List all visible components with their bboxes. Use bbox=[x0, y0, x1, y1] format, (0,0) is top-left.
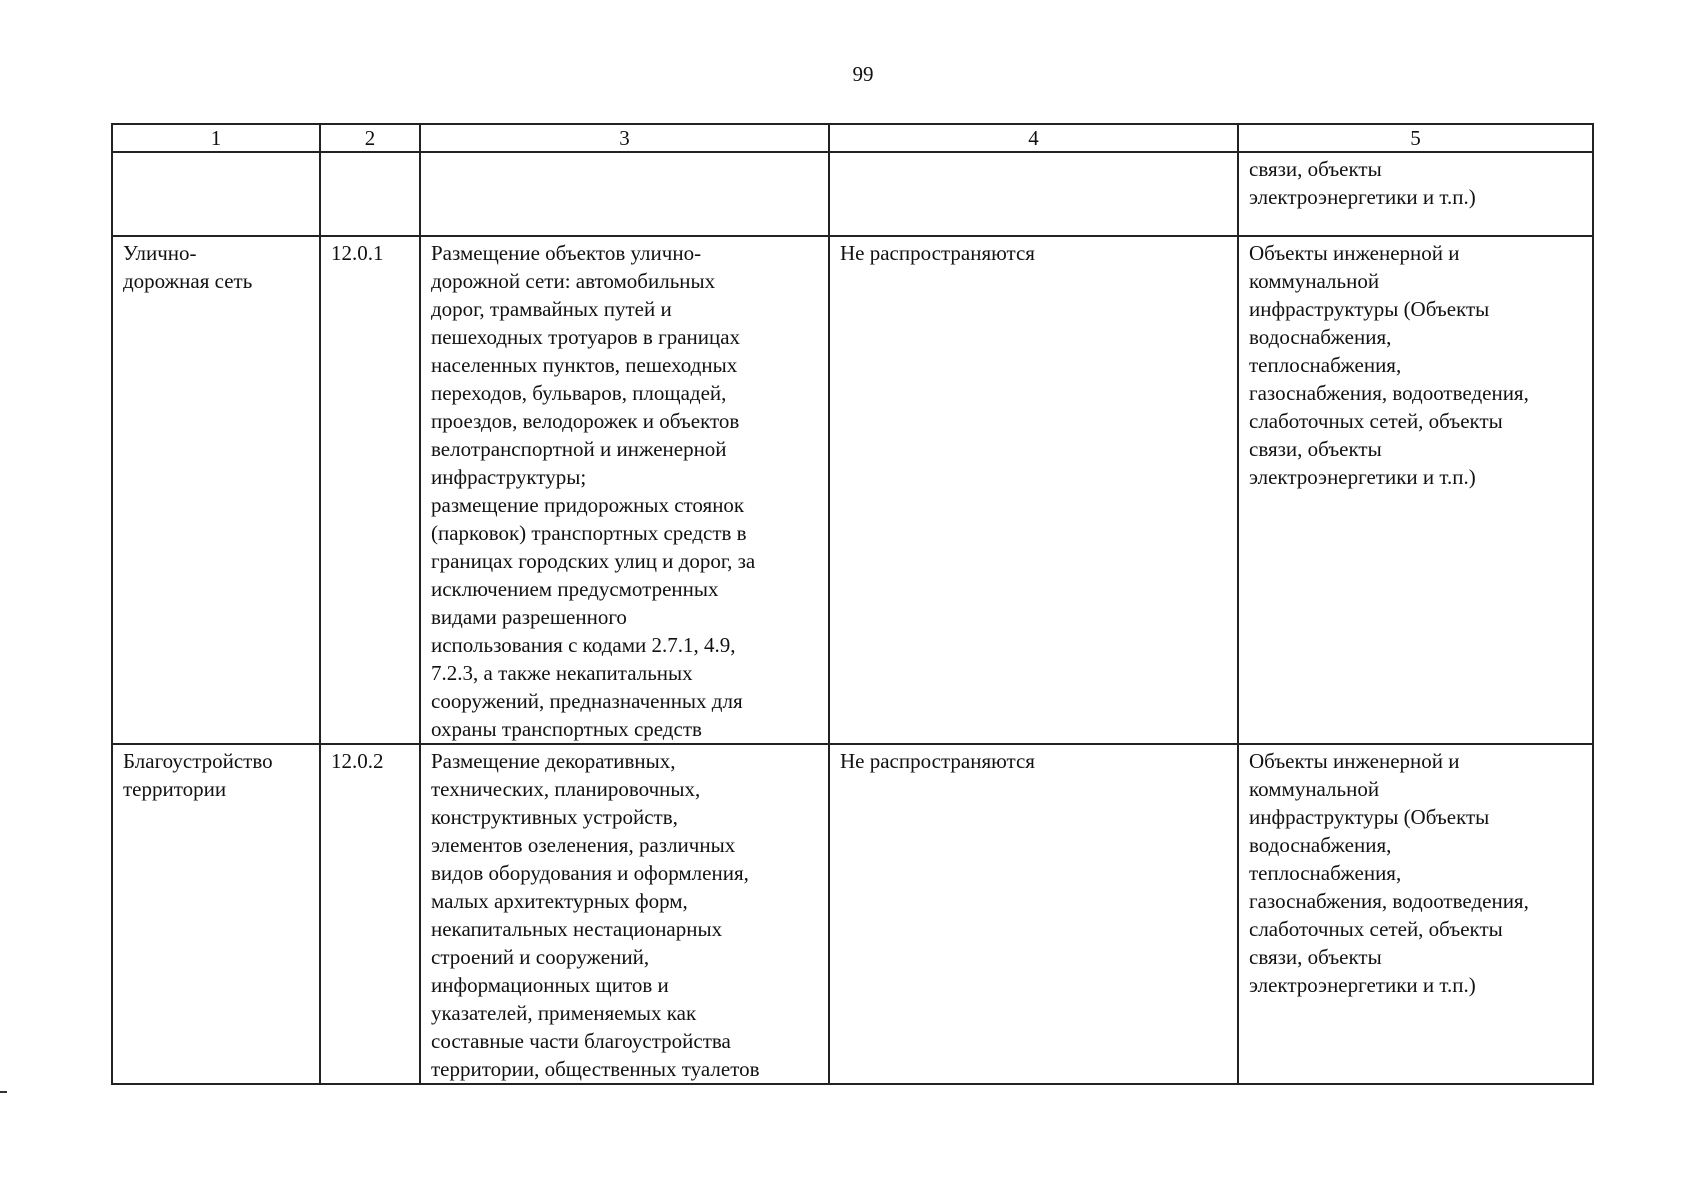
table-row bbox=[112, 152, 1593, 236]
cell-text-line: указателей, применяемых как bbox=[431, 1001, 697, 1025]
cell-infrastructure bbox=[1238, 152, 1593, 236]
cell-text-line: инфраструктуры (Объекты bbox=[1249, 297, 1490, 321]
cell-text-line: Благоустройство bbox=[123, 749, 273, 773]
cell-text-line: 12.0.2 bbox=[331, 749, 384, 773]
cell-text-line: составные части благоустройства bbox=[431, 1029, 731, 1053]
cell-text-line: слаботочных сетей, объекты bbox=[1249, 917, 1503, 941]
header-col-3: 3 bbox=[420, 124, 829, 152]
cell-text-line: использования с кодами 2.7.1, 4.9, bbox=[431, 633, 736, 657]
cell-text-line: (парковок) транспортных средств в bbox=[431, 521, 747, 545]
cell-text-line: исключением предусмотренных bbox=[431, 577, 719, 601]
cell-text-line: проездов, велодорожек и объектов bbox=[431, 409, 740, 433]
cell-text-line: газоснабжения, водоотведения, bbox=[1249, 889, 1529, 913]
cell-text-line: Объекты инженерной и bbox=[1249, 241, 1460, 265]
cell-restrictions bbox=[829, 152, 1238, 236]
zoning-table bbox=[111, 123, 1594, 1085]
cell-text-line: населенных пунктов, пешеходных bbox=[431, 353, 738, 377]
cell-text-line: информационных щитов и bbox=[431, 973, 669, 997]
cell-text-line: некапитальных нестационарных bbox=[431, 917, 723, 941]
cell-text-line: связи, объекты bbox=[1249, 157, 1382, 181]
cell-text-line: инфраструктуры; bbox=[431, 465, 587, 489]
cell-text-line: территории bbox=[123, 777, 227, 801]
cell-infrastructure bbox=[1238, 236, 1593, 744]
header-col-5: 5 bbox=[1238, 124, 1593, 152]
cell-code bbox=[320, 744, 420, 1084]
cell-text-line: размещение придорожных стоянок bbox=[431, 493, 745, 517]
cell-text-line: видов оборудования и оформления, bbox=[431, 861, 749, 885]
cell-text-line: велотранспортной и инженерной bbox=[431, 437, 727, 461]
cell-infrastructure bbox=[1238, 744, 1593, 1084]
table-row bbox=[112, 744, 1593, 1084]
cell-text-line: 7.2.3, а также некапитальных bbox=[431, 661, 693, 685]
table-row bbox=[112, 236, 1593, 744]
cell-type-name bbox=[112, 744, 320, 1084]
cell-text-line: теплоснабжения, bbox=[1249, 353, 1402, 377]
cell-text-line: коммунальной bbox=[1249, 777, 1380, 801]
cell-text-line: пешеходных тротуаров в границах bbox=[431, 325, 741, 349]
cell-text-line: водоснабжения, bbox=[1249, 325, 1392, 349]
cell-text-line: переходов, бульваров, площадей, bbox=[431, 381, 727, 405]
table-header-row bbox=[112, 124, 1593, 152]
cell-text-line: Не распространяются bbox=[840, 749, 1035, 773]
cell-text-line: элементов озеленения, различных bbox=[431, 833, 736, 857]
cell-text-line: электроэнергетики и т.п.) bbox=[1249, 465, 1476, 489]
cell-text-line: коммунальной bbox=[1249, 269, 1380, 293]
cell-text-line: территории, общественных туалетов bbox=[431, 1057, 760, 1081]
cell-text-line: дорожная сеть bbox=[123, 269, 253, 293]
header-col-1: 1 bbox=[112, 124, 320, 152]
cell-restrictions bbox=[829, 236, 1238, 744]
cell-text-line: слаботочных сетей, объекты bbox=[1249, 409, 1503, 433]
cell-text-line: видами разрешенного bbox=[431, 605, 627, 629]
cell-text-line: Размещение декоративных, bbox=[431, 749, 676, 773]
cell-text-line: Не распространяются bbox=[840, 241, 1035, 265]
cell-text-line: малых архитектурных форм, bbox=[431, 889, 688, 913]
cell-text-line: конструктивных устройств, bbox=[431, 805, 678, 829]
cell-text-line: 12.0.1 bbox=[331, 241, 384, 265]
header-col-2: 2 bbox=[320, 124, 420, 152]
page-number: 99 bbox=[852, 62, 874, 86]
cell-text-line: дорожной сети: автомобильных bbox=[431, 269, 716, 293]
cell-text-line: инфраструктуры (Объекты bbox=[1249, 805, 1490, 829]
cell-text-line: электроэнергетики и т.п.) bbox=[1249, 973, 1476, 997]
cell-code bbox=[320, 236, 420, 744]
cell-description bbox=[420, 744, 829, 1084]
cell-text-line: охраны транспортных средств bbox=[431, 717, 702, 741]
cell-text-line: технических, планировочных, bbox=[431, 777, 701, 801]
header-col-4: 4 bbox=[829, 124, 1238, 152]
cell-text-line: дорог, трамвайных путей и bbox=[431, 297, 672, 321]
cell-text-line: электроэнергетики и т.п.) bbox=[1249, 185, 1476, 209]
margin-mark bbox=[0, 1091, 7, 1093]
cell-type-name bbox=[112, 236, 320, 744]
cell-text-line: границах городских улиц и дорог, за bbox=[431, 549, 756, 573]
cell-text-line: сооружений, предназначенных для bbox=[431, 689, 743, 713]
cell-description bbox=[420, 236, 829, 744]
cell-code bbox=[320, 152, 420, 236]
cell-restrictions bbox=[829, 744, 1238, 1084]
cell-text-line: Размещение объектов улично- bbox=[431, 241, 702, 265]
cell-text-line: Объекты инженерной и bbox=[1249, 749, 1460, 773]
cell-text-line: строений и сооружений, bbox=[431, 945, 650, 969]
cell-text-line: Улично- bbox=[123, 241, 197, 265]
cell-text-line: газоснабжения, водоотведения, bbox=[1249, 381, 1529, 405]
cell-text-line: теплоснабжения, bbox=[1249, 861, 1402, 885]
cell-description bbox=[420, 152, 829, 236]
cell-type-name bbox=[112, 152, 320, 236]
cell-text-line: связи, объекты bbox=[1249, 945, 1382, 969]
cell-text-line: водоснабжения, bbox=[1249, 833, 1392, 857]
cell-text-line: связи, объекты bbox=[1249, 437, 1382, 461]
